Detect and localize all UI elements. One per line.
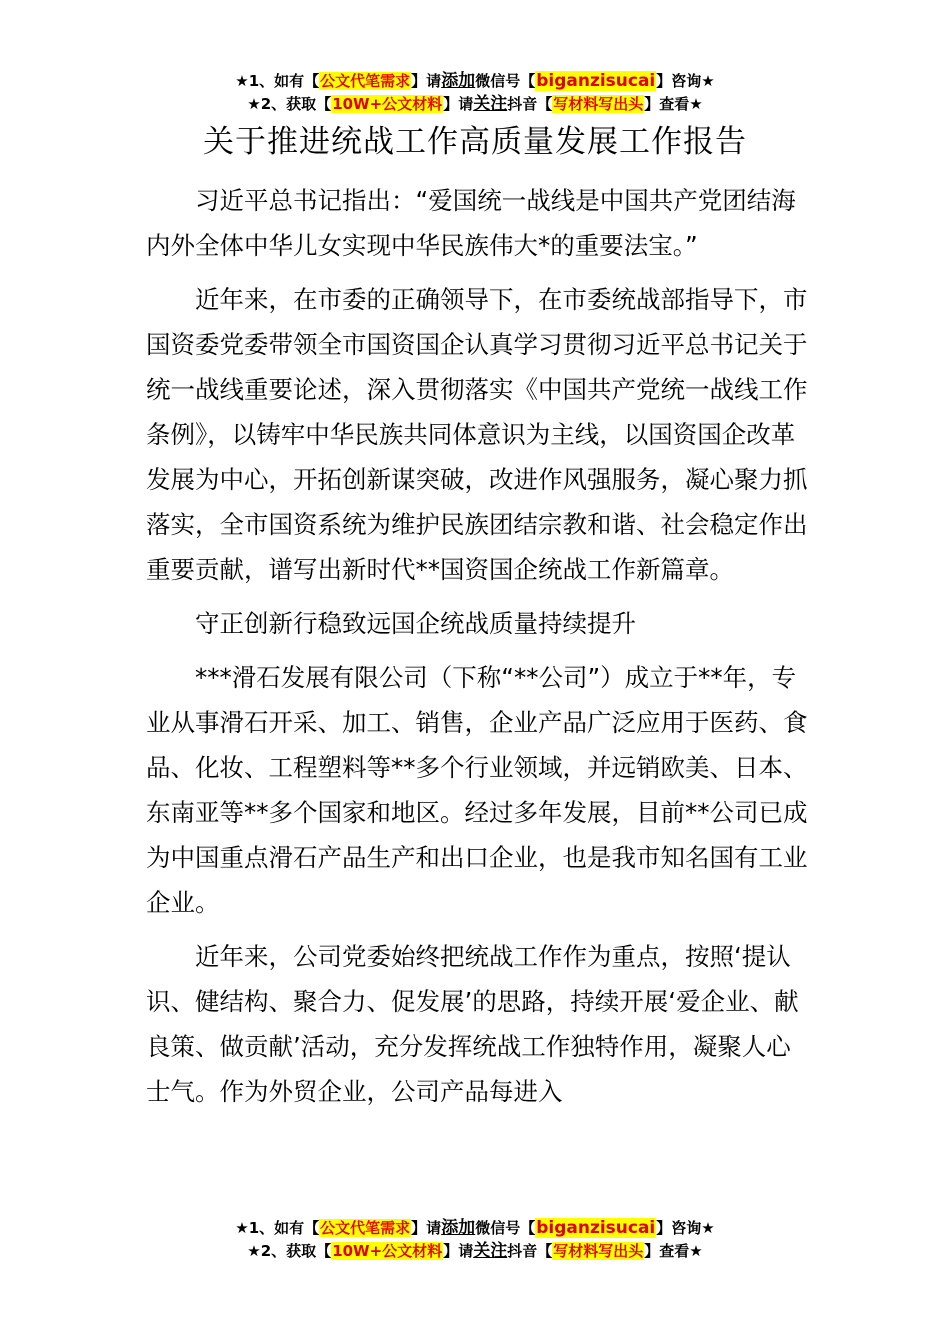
banner-text: 】请 [443, 1242, 474, 1260]
document-body [146, 178, 811, 1123]
footer-banner [0, 1217, 950, 1263]
banner-text: ★2、获取【 [247, 1242, 332, 1260]
banner-line-2 [0, 93, 950, 116]
banner-text: 】请 [411, 72, 442, 90]
highlight-service: 公文代笔需求 [320, 1219, 411, 1237]
section-heading: 守正创新行稳致远国企统战质量持续提升 [195, 609, 636, 638]
highlight-douyin: 写材料写出头 [553, 1242, 644, 1260]
document-title: 关于推进统战工作高质量发展工作报告 [203, 124, 747, 160]
banner-line-1 [0, 70, 950, 93]
banner-text: 微信号【 [475, 72, 536, 90]
banner-text: 抖音【 [507, 95, 553, 113]
highlight-wechat-id: biganzisucai [536, 71, 656, 91]
banner-text: 抖音【 [507, 1242, 553, 1260]
banner-text: 】请 [443, 95, 474, 113]
underlined-follow: 关注 [473, 1241, 508, 1261]
underlined-add: 添加 [441, 71, 476, 91]
paragraph: ***滑石发展有限公司（下称“**公司”）成立于**年，专业从事滑石开采、加工、销售，企业产品广泛应用于医药、食品、化妆、工程塑料等**多个行业领域，并远销欧美、日本、东南亚等**多个国家和地区。经过多年发展，目前**公司已成为中国重点滑石产品生产和出口企业，也是我市知名国有工业企业。 [146, 663, 808, 917]
highlight-materials: 10W+公文材料 [332, 95, 443, 113]
paragraph: 近年来，公司党委始终把统战工作作为重点，按照‘提认识、健结构、聚合力、促发展’的思路，持续开展‘爱企业、献良策、做贡献’活动，充分发挥统战工作独特作用，凝聚人心士气。作为外贸企业，公司产品每进入 [146, 942, 799, 1106]
highlight-materials: 10W+公文材料 [332, 1242, 443, 1260]
paragraph: 习近平总书记指出：“爱国统一战线是中国共产党团结海内外全体中华儿女实现中华民族伟大*的重要法宝。” [146, 186, 796, 260]
highlight-service: 公文代笔需求 [320, 72, 411, 90]
banner-text: ★2、获取【 [247, 95, 332, 113]
highlight-wechat-id: biganzisucai [536, 1218, 656, 1238]
highlight-douyin: 写材料写出头 [553, 95, 644, 113]
banner-text: 】请 [411, 1219, 442, 1237]
banner-text: 微信号【 [475, 1219, 536, 1237]
underlined-add: 添加 [441, 1218, 476, 1238]
underlined-follow: 关注 [473, 94, 508, 114]
header-banner [0, 70, 950, 116]
banner-text: 】查看★ [644, 95, 703, 113]
banner-text: ★1、如有【 [235, 72, 320, 90]
banner-text: 】咨询★ [656, 72, 715, 90]
banner-text: 】咨询★ [656, 1219, 715, 1237]
banner-line-2 [0, 1240, 950, 1263]
banner-text: ★1、如有【 [235, 1219, 320, 1237]
paragraph: 近年来，在市委的正确领导下，在市委统战部指导下，市国资委党委带领全市国资国企认真学习贯彻习近平总书记关于统一战线重要论述，深入贯彻落实《中国共产党统一战线工作条例》，以铸牢中华民族共同体意识为主线，以国资国企改革发展为中心，开拓创新谋突破，改进作风强服务，凝心聚力抓落实，全市国资系统为维护民族团结宗教和谐、社会稳定作出重要贡献，谱写出新时代**国资国企统战工作新篇章。 [146, 285, 808, 584]
banner-text: 】查看★ [644, 1242, 703, 1260]
banner-line-1 [0, 1217, 950, 1240]
